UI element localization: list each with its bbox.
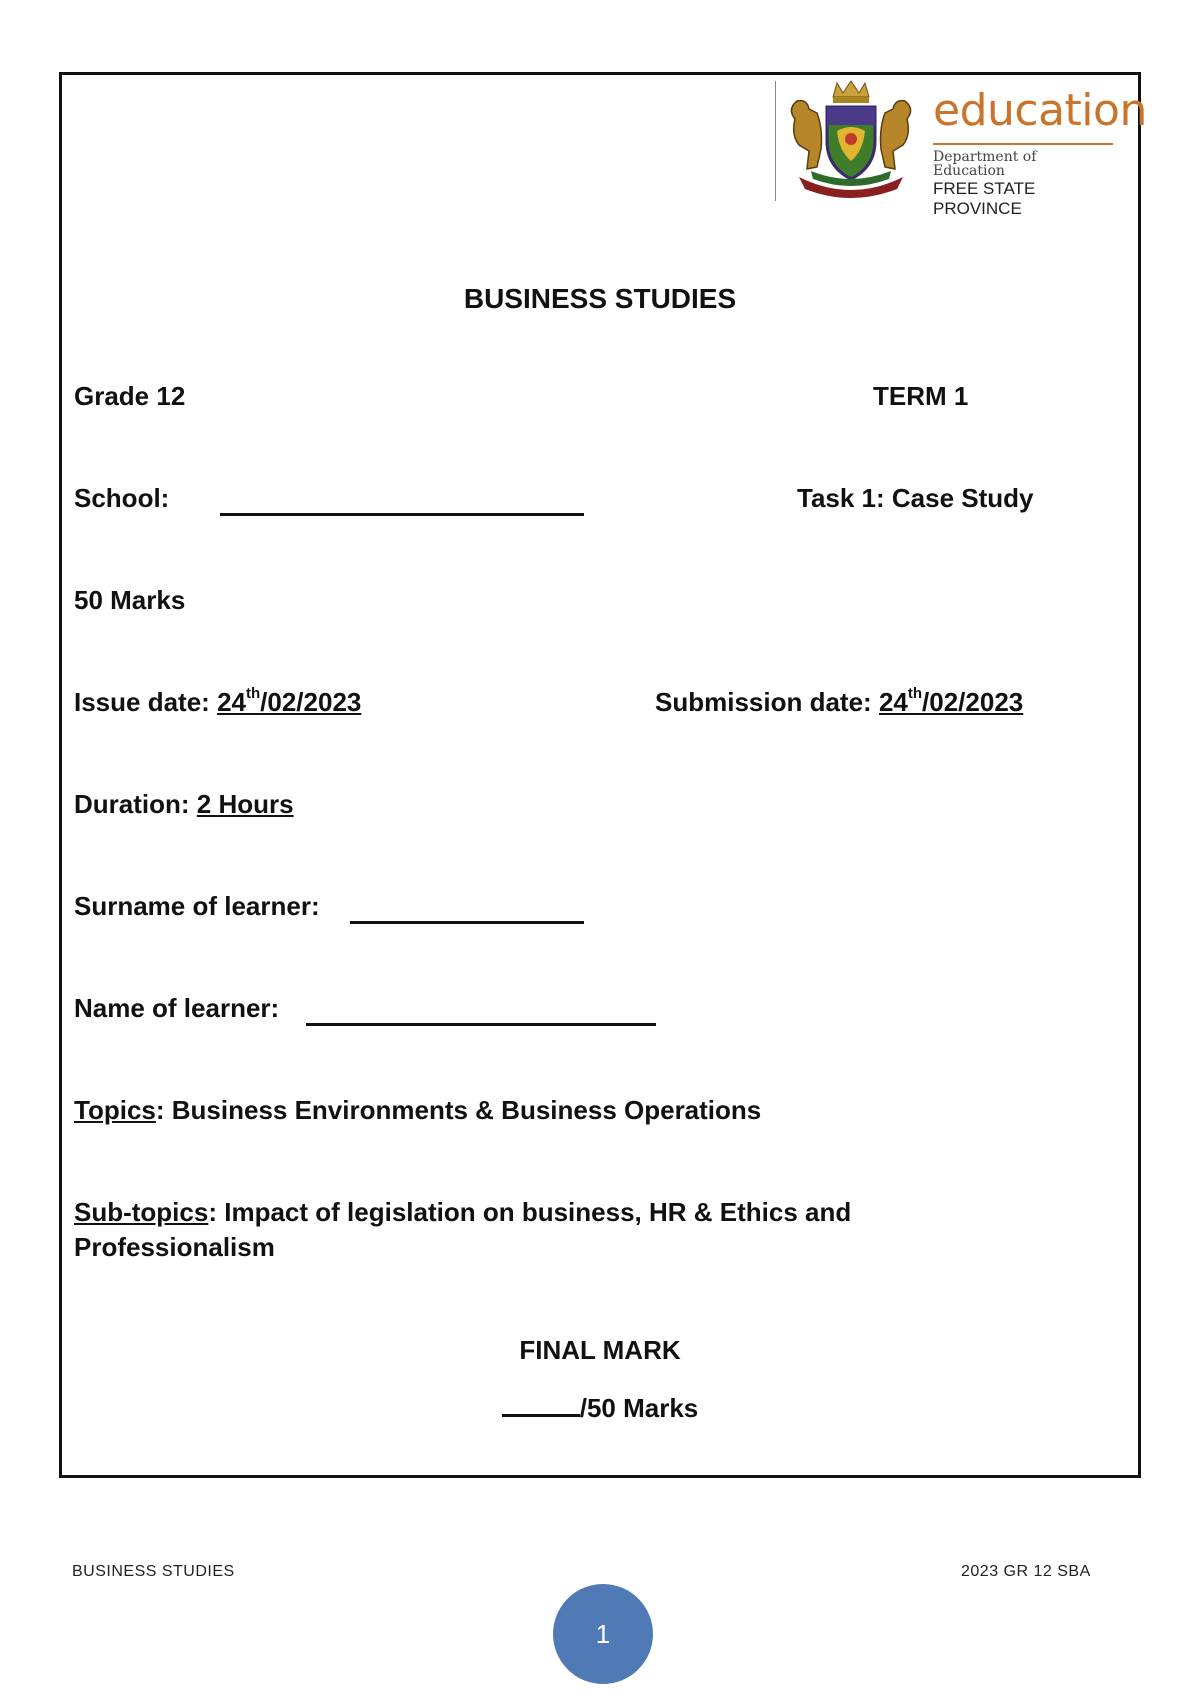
grade-label: Grade 12 bbox=[74, 381, 186, 411]
marks-label: 50 Marks bbox=[74, 585, 186, 615]
duration bbox=[74, 789, 294, 820]
duration-value: 2 Hours bbox=[196, 789, 294, 819]
subtopics-separator: : bbox=[208, 1197, 218, 1227]
name-input-line[interactable] bbox=[306, 994, 656, 1026]
department-logo bbox=[775, 79, 1147, 218]
subtopics-label: Sub-topics bbox=[74, 1197, 209, 1227]
final-mark-score bbox=[62, 1387, 1138, 1424]
surname-label: Surname of learner: bbox=[74, 891, 320, 921]
logo-dept-line2: Education bbox=[933, 163, 1005, 179]
issue-date-value bbox=[217, 687, 361, 717]
submission-date-suffix: th bbox=[907, 685, 923, 702]
coat-of-arms-icon bbox=[777, 79, 925, 203]
surname-input-line[interactable] bbox=[350, 892, 584, 924]
final-mark-out-of: /50 Marks bbox=[579, 1393, 699, 1423]
logo-province: FREE STATE PROVINCE bbox=[933, 179, 1036, 218]
submission-date-rest: /02/2023 bbox=[922, 687, 1024, 717]
duration-label: Duration: bbox=[74, 789, 190, 819]
submission-date bbox=[655, 687, 1023, 718]
logo-wordmark: education bbox=[933, 85, 1147, 136]
issue-date-label: Issue date: bbox=[74, 687, 210, 717]
submission-date-day: 24 bbox=[878, 687, 908, 717]
issue-date-rest: /02/2023 bbox=[260, 687, 362, 717]
issue-date-suffix: th bbox=[245, 685, 261, 702]
final-mark-blank[interactable] bbox=[502, 1387, 580, 1417]
footer-left: BUSINESS STUDIES bbox=[72, 1563, 235, 1580]
page-number: 1 bbox=[553, 1584, 653, 1684]
issue-date-day: 24 bbox=[217, 687, 246, 717]
name-label: Name of learner: bbox=[74, 993, 280, 1023]
subtopics-value: Impact of legislation on business, HR & Ethics and bbox=[217, 1197, 852, 1227]
logo-dept-line1: Department of bbox=[933, 149, 1037, 165]
topics-value: Business Environments & Business Operations bbox=[164, 1095, 762, 1125]
logo-rule bbox=[933, 143, 1113, 145]
topics-separator: : bbox=[155, 1095, 165, 1125]
school-label: School: bbox=[74, 483, 170, 513]
subtopics-value-line2: Professionalism bbox=[74, 1232, 275, 1262]
cover-frame bbox=[59, 72, 1147, 1478]
task-label: Task 1: Case Study bbox=[797, 483, 1034, 513]
subtopics bbox=[74, 1197, 851, 1228]
issue-date bbox=[74, 687, 361, 718]
logo-divider bbox=[775, 81, 776, 201]
school-input-line[interactable] bbox=[220, 484, 584, 516]
footer-right: 2023 GR 12 SBA bbox=[961, 1563, 1091, 1580]
term-label: TERM 1 bbox=[873, 381, 969, 411]
final-mark-label: FINAL MARK bbox=[519, 1335, 681, 1365]
topics bbox=[74, 1095, 761, 1126]
topics-label: Topics bbox=[74, 1095, 156, 1125]
page-title: BUSINESS STUDIES bbox=[463, 283, 737, 314]
submission-date-label: Submission date: bbox=[655, 687, 872, 717]
submission-date-value bbox=[879, 687, 1023, 717]
